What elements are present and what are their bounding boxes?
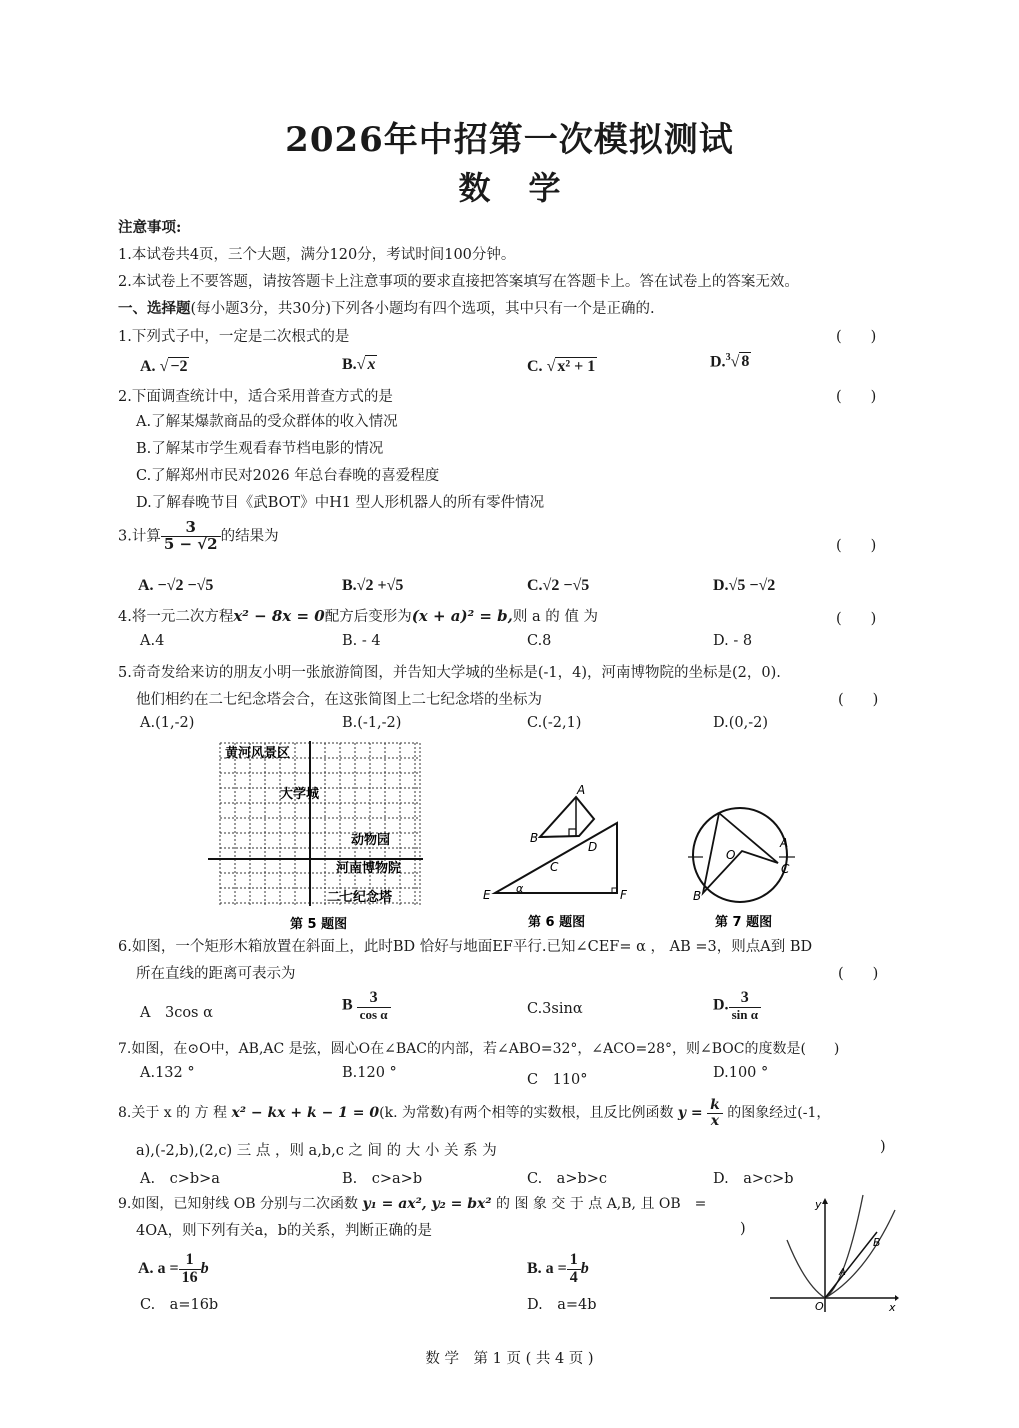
q4-stem [118, 605, 598, 626]
q6-d-den: sin α [731, 1006, 758, 1022]
q2-option-a: A.了解某爆款商品的受众群体的收入情况 [136, 414, 398, 430]
figure-7 [683, 795, 803, 933]
q7-stem: 7.如图，在⊙O中，AB,AC 是弦，圆心O在∠BAC的内部，若∠ABO=32°，∠ACO=28°，则∠BOC的度数是( ) [118, 1041, 840, 1057]
q1-d-radicand: 8 [741, 353, 750, 371]
q9-b-num: 1 [567, 1252, 581, 1270]
q1-a-radicand: −2 [170, 358, 188, 375]
q1-option-c: C. √ x² + 1 [527, 358, 596, 375]
fig5-label-university-town: 大学城 [280, 787, 320, 802]
q9-b-fraction [567, 1252, 581, 1287]
fig7-label-b: B [693, 889, 702, 903]
subject-title: 数学 [458, 169, 599, 207]
q7-option-a: A.132 ° [140, 1065, 195, 1081]
q4-option-c: C.8 [527, 633, 552, 649]
q8-option-d: D. a>c>b [713, 1171, 794, 1187]
fig6-label-c: C [550, 860, 559, 874]
q8-post: 的图象经过(-1， [727, 1105, 831, 1122]
fig5-label-henan-museum: 河南博物院 [336, 861, 402, 876]
q9-option-a [138, 1252, 209, 1287]
q1-c-label: C. [527, 358, 543, 375]
fig7-chords [703, 813, 778, 893]
q1-stem: 1.下列式子中，一定是二次根式的是 [118, 329, 350, 345]
q8-option-b: B. c>a>b [342, 1171, 423, 1187]
q8-fn-num: k [707, 1098, 723, 1114]
fig7-label-c: C [781, 862, 790, 876]
q8-line-2: a),(-2,b),(2,c) 三 点 ，则 a,b,c 之 间 的 大 小 关 系 为 [136, 1143, 497, 1159]
q2-paren: ( ) [836, 389, 877, 405]
q6-option-a: A 3cos α [140, 1005, 213, 1021]
q5-line-2: 他们相约在二七纪念塔会合，在这张简图上二七纪念塔的坐标为 [136, 692, 542, 708]
q2-option-c: C.了解郑州市民对2026 年总台春晚的喜爱程度 [136, 468, 440, 484]
q2-option-b: B.了解某市学生观看春节档电影的情况 [136, 441, 384, 457]
q9-pre: 9.如图，已知射线 OB 分别与二次函数 [118, 1196, 359, 1212]
q9-b-den: 4 [569, 1268, 578, 1286]
q9-post: 的 图 象 交 于 点 A,B, 且 OB = [496, 1196, 707, 1212]
q6-b-den: cos α [359, 1006, 388, 1022]
fig6-box [540, 797, 594, 837]
exam-title: 2026年中招第一次模拟测试 [285, 120, 734, 160]
q4-paren: ( ) [836, 611, 877, 627]
q7-option-b: B.120 ° [342, 1065, 397, 1081]
q8-fn-fraction [707, 1098, 723, 1128]
q4-option-b: B. - 4 [342, 633, 381, 649]
fig9-ray-ob [825, 1232, 877, 1298]
q9-a-den: 16 [181, 1268, 198, 1286]
q1-b-radicand: x [367, 356, 376, 373]
fig6-label-alpha: α [516, 882, 524, 895]
q9-b-label: B. a = [527, 1259, 567, 1277]
fig6-right-angle-mark [569, 829, 576, 836]
q4-post: 则 a 的 值 为 [512, 609, 598, 625]
q9-option-c: C. a=16b [140, 1297, 219, 1313]
q4-equation-1: x² − 8x = 0 [233, 607, 325, 625]
q1-option-b: B.√ x [342, 356, 376, 373]
fig6-segment-bd [540, 836, 579, 837]
note-1: 1.本试卷共4页，三个大题，满分120分，考试时间100分钟。 [118, 247, 516, 263]
q8-option-a: A. c>b>a [140, 1171, 220, 1187]
fig9-label-b: B [873, 1236, 881, 1249]
page-footer: 数 学 第 1 页 ( 共 4 页 ) [425, 1351, 594, 1367]
q4-mid: 配方后变形为 [324, 609, 412, 625]
q1-a-label: A. [140, 358, 156, 375]
q3-option-b: B.√2 +√5 [342, 577, 404, 594]
fig9-label-o: O [815, 1300, 824, 1313]
q6-d-fraction [729, 990, 761, 1021]
q4-equation-2: (x + a)² = b, [411, 607, 513, 625]
q3-stem [118, 520, 279, 553]
fig5-label-erqi-tower: 二七纪念塔 [327, 890, 393, 905]
fig7-label-o: O [726, 848, 736, 862]
q3-num: 3 [161, 520, 221, 537]
q6-option-c: C.3sinα [527, 1001, 583, 1017]
q8-option-c: C. a>b>c [527, 1171, 608, 1187]
section-1-desc: (每小题3分，共30分)下列各小题均有四个选项，其中只有一个是正确的. [190, 301, 655, 317]
fig9-label-a: A [839, 1267, 846, 1278]
q9-a-var: b [200, 1259, 209, 1277]
fig5-label-yellow-river: 黄河风景区 [225, 746, 291, 761]
fig6-label-f: F [620, 888, 627, 902]
q6-line-1: 6.如图，一个矩形木箱放置在斜面上，此时BD 恰好与地面EF平行.已知∠CEF= α ， AB =3，则点A到 BD [118, 939, 813, 955]
q3-option-d: D.√5 −√2 [713, 577, 776, 594]
fig9-label-y: y [815, 1198, 822, 1211]
q9-a-num: 1 [179, 1252, 201, 1270]
q3-pre: 3.计算 [118, 528, 161, 545]
fig5-caption: 第 5 题图 [290, 917, 348, 932]
q3-option-a: A. −√2 −√5 [138, 577, 214, 594]
q9-close: ) [740, 1221, 746, 1237]
section-1-heading [118, 297, 655, 318]
figure-9 [765, 1190, 900, 1315]
q4-pre: 4.将一元二次方程 [118, 609, 234, 625]
q1-b-label: B. [342, 356, 357, 373]
q8-pre: 8.关于 x 的 方 程 [118, 1105, 228, 1122]
q5-paren: ( ) [838, 692, 879, 708]
q9-a-label: A. a = [138, 1259, 179, 1277]
fig9-y-arrow [822, 1198, 828, 1204]
q6-b-fraction [357, 990, 391, 1021]
q8-mid: (k. 为常数)有两个相等的实数根，且反比例函数 [379, 1105, 674, 1122]
q9-option-d: D. a=4b [527, 1297, 597, 1313]
q8-close: ) [880, 1139, 886, 1155]
q8-stem [118, 1098, 830, 1128]
q5-option-a: A.(1,-2) [140, 715, 195, 731]
q4-option-d: D. - 8 [713, 633, 753, 649]
fig6-caption: 第 6 题图 [528, 915, 586, 930]
note-2: 2.本试卷上不要答题，请按答题卡上注意事项的要求直接把答案填写在答题卡上。答在试卷上的答案无效。 [118, 274, 799, 290]
figure-5 [205, 738, 435, 933]
q9-stem [118, 1193, 706, 1213]
q6-b-label: B [342, 996, 353, 1014]
q9-equation: y₁ = ax², y₂ = bx² [362, 1196, 492, 1212]
q6-d-label: D. [713, 996, 729, 1014]
fig9-label-x: x [889, 1301, 896, 1314]
q9-a-fraction [179, 1252, 201, 1287]
notes-heading: 注意事项: [118, 219, 182, 236]
q5-option-b: B.(-1,-2) [342, 715, 402, 731]
fig6-label-d: D [588, 840, 598, 854]
fig5-grid [220, 743, 420, 906]
q9-line-2: 4OA，则下列有关a，b的关系，判断正确的是 [136, 1223, 433, 1239]
q3-post: 的结果为 [220, 528, 279, 545]
q3-paren: ( ) [836, 538, 877, 554]
q6-line-2: 所在直线的距离可表示为 [136, 966, 296, 982]
fig7-label-a: A [780, 836, 789, 850]
q1-paren: ( ) [836, 329, 877, 345]
q1-option-a: A. √ −2 [140, 358, 188, 375]
q5-line-1: 5.奇奇发给来访的朋友小明一张旅游简图，并告知大学城的坐标是(-1，4)，河南博物院的坐标是(2，0). [118, 665, 781, 681]
q1-c-radicand: x² + 1 [557, 358, 596, 375]
q6-option-d [713, 990, 761, 1021]
q5-option-d: D.(0,-2) [713, 715, 768, 731]
q2-option-d: D.了解春晚节目《武BOT》中H1 型人形机器人的所有零件情况 [136, 495, 545, 511]
fig6-label-a: A [577, 783, 586, 797]
q8-equation: x² − kx + k − 1 = 0 [231, 1105, 380, 1122]
q1-option-d: D.$^3$√ 8 [710, 352, 750, 371]
q9-option-b [527, 1252, 589, 1287]
q5-option-c: C.(-2,1) [527, 715, 582, 731]
fig6-label-b: B [530, 831, 539, 845]
q6-paren: ( ) [838, 966, 879, 982]
fig6-slope [495, 823, 617, 893]
fig5-label-zoo: 动物园 [351, 833, 391, 848]
q9-b-var: b [580, 1259, 589, 1277]
q3-den: 5 − √2 [163, 534, 218, 553]
q7-option-d: D.100 ° [713, 1065, 769, 1081]
q1-d-label: D. [710, 353, 726, 371]
q1-d-index: 3 [725, 352, 731, 363]
q3-fraction [161, 520, 221, 553]
q3-option-c: C.√2 −√5 [527, 577, 590, 594]
q7-option-c: C 110° [527, 1072, 588, 1088]
q8-fn-den: x [710, 1112, 720, 1129]
figure-6 [480, 775, 640, 933]
q6-option-b [342, 990, 391, 1021]
fig7-caption: 第 7 题图 [715, 915, 773, 930]
q6-d-num: 3 [729, 990, 761, 1008]
q8-fn-lhs: y = [677, 1105, 703, 1122]
q4-option-a: A.4 [140, 633, 165, 649]
q6-b-num: 3 [357, 990, 391, 1008]
fig9-x-arrow [895, 1295, 899, 1301]
section-1-title: 一、选择题 [118, 300, 191, 317]
q2-stem: 2.下面调查统计中，适合采用普查方式的是 [118, 389, 393, 405]
fig6-label-e: E [483, 888, 491, 902]
